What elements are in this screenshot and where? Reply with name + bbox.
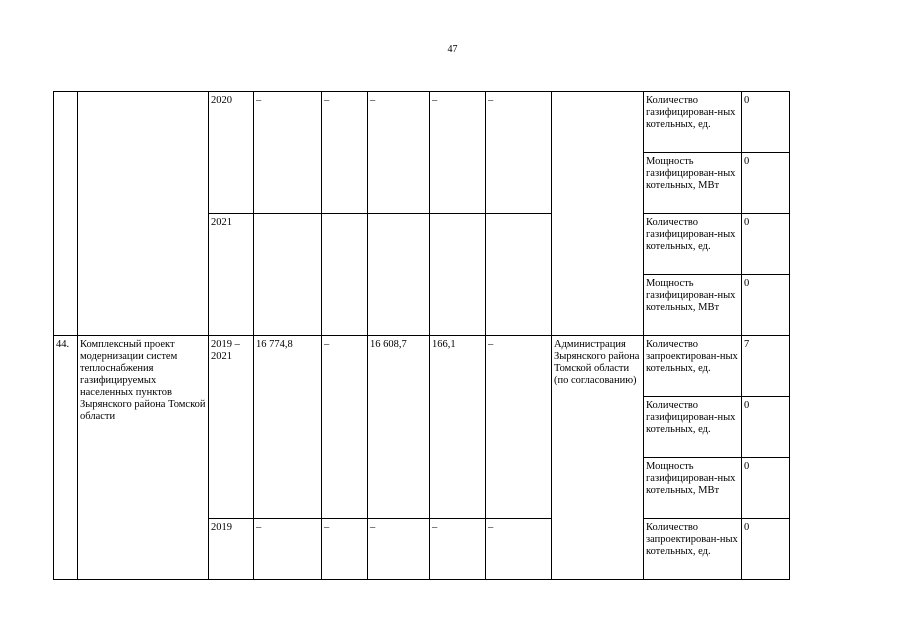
value-cell: – xyxy=(322,336,368,519)
value-cell xyxy=(322,214,368,336)
indicator-name: Количество запроектирован-ных котельных, ед. xyxy=(644,519,742,580)
indicator-name: Мощность газифицирован-ных котельных, МВт xyxy=(644,275,742,336)
indicator-name: Количество газифицирован-ных котельных, ед. xyxy=(644,92,742,153)
page-number: 47 xyxy=(447,44,458,55)
value-cell: 16 608,7 xyxy=(368,336,430,519)
title-cell xyxy=(78,92,209,336)
indicator-value: 0 xyxy=(742,275,790,336)
value-cell: – xyxy=(254,519,322,580)
indicator-name: Количество газифицирован-ных котельных, ед. xyxy=(644,214,742,275)
year-cell: 2019 – 2021 xyxy=(209,336,254,519)
year-cell: 2021 xyxy=(209,214,254,336)
value-cell: – xyxy=(254,92,322,214)
indicator-value: 0 xyxy=(742,397,790,458)
num-cell xyxy=(54,92,78,336)
value-cell: – xyxy=(486,336,552,519)
indicator-value: 7 xyxy=(742,336,790,397)
value-cell: – xyxy=(486,92,552,214)
indicator-name: Мощность газифицирован-ных котельных, МВт xyxy=(644,153,742,214)
value-cell xyxy=(486,214,552,336)
project-number: 44. xyxy=(54,336,78,580)
indicator-name: Количество газифицирован-ных котельных, ед. xyxy=(644,397,742,458)
indicator-value: 0 xyxy=(742,519,790,580)
indicator-value: 0 xyxy=(742,458,790,519)
value-cell: – xyxy=(486,519,552,580)
value-cell: – xyxy=(368,92,430,214)
value-cell xyxy=(368,214,430,336)
program-table xyxy=(53,91,790,580)
value-cell: – xyxy=(368,519,430,580)
value-cell xyxy=(254,214,322,336)
executor-cell xyxy=(552,92,644,336)
indicator-name: Мощность газифицирован-ных котельных, МВт xyxy=(644,458,742,519)
indicator-value: 0 xyxy=(742,92,790,153)
value-cell: – xyxy=(322,519,368,580)
indicator-value: 0 xyxy=(742,214,790,275)
project-title: Комплексный проект модернизации систем теплоснабжения газифицируемых населенных пунктов Зырянского района Томской области xyxy=(78,336,209,580)
value-cell xyxy=(430,214,486,336)
value-cell: 16 774,8 xyxy=(254,336,322,519)
indicator-name: Количество запроектирован-ных котельных, ед. xyxy=(644,336,742,397)
value-cell: 166,1 xyxy=(430,336,486,519)
value-cell: – xyxy=(430,519,486,580)
value-cell: – xyxy=(430,92,486,214)
value-cell: – xyxy=(322,92,368,214)
year-cell: 2019 xyxy=(209,519,254,580)
executor-cell: Администрация Зырянского района Томской области (по согласованию) xyxy=(552,336,644,580)
year-cell: 2020 xyxy=(209,92,254,214)
indicator-value: 0 xyxy=(742,153,790,214)
